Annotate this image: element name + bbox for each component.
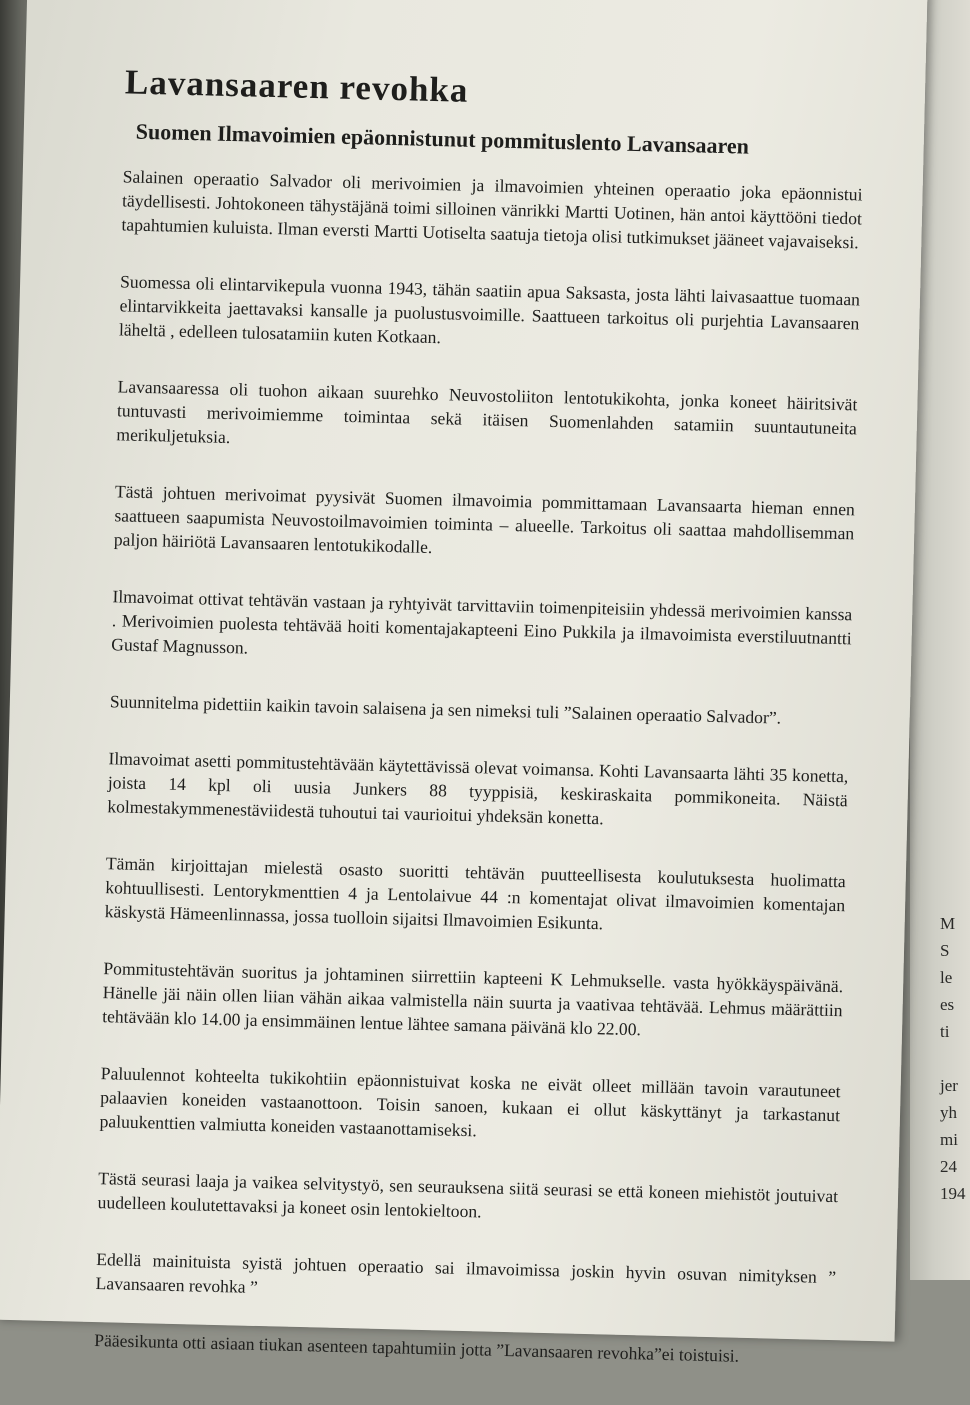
paragraph: Paluulennot kohteelta tukikohtiin epäonnistuivat koska ne eivät olleet millään tavoin varautuneet palaavien koneiden vastaanottoon. Toisin sanoen, kukaan ei ollut käskyttänyt ja tarkastanut paluukenttien valmiutta koneiden vastaanottamiseksi. [99,1063,841,1141]
article [93,62,865,1403]
facing-page-fragment: M [940,914,956,933]
paragraph: Suunnitelma pidettiin kaikin tavoin salaisena ja sen nimeksi tuli ”Salainen operaatio Salvador”. [109,691,782,728]
paragraph: Ilmavoimat asetti pommitustehtävään käytettävissä olevat voimansa. Kohti Lavansaarta lähti 35 konetta, joista 14 kpl oli uusia Junkers 88 tyyppisiä, keskiraskaita pommikoneita. Näistä kolmestakymmenestäviidestä tuhoutui tai vaurioitui yhdeksän konetta. [107,748,849,829]
facing-page-text [940,910,966,1207]
facing-page-fragment: es [940,995,955,1014]
paragraph: Pääesikunta otti asiaan tiukan asenteen tapahtumiin jotta ”Lavansaaren revohka”ei toistuisi. [94,1330,740,1366]
facing-page-fragment: S [940,941,950,960]
facing-page-fragment: yh [940,1103,957,1122]
article-subtitle: Suomen Ilmavoimien epäonnistunut pommituslento Lavansaaren [135,118,750,159]
facing-page-fragment [940,1045,960,1072]
paragraph: Ilmavoimat ottivat tehtävän vastaan ja ryhtyivät tarvittaviin toimenpiteisiin yhdessä merivoimien kanssa . Merivoimien puolesta tehtävää hoiti komentajakapteeni Eino Pukkila ja ilmavoimista everstiluutnantti Gustaf Magnusson. [111,586,853,658]
facing-page-fragment: 24 [940,1157,957,1176]
facing-page-fragment: ti [940,1022,950,1041]
paragraph: Suomessa oli elintarvikepula vuonna 1943, tähän saatiin apua Saksasta, josta lähti laivasaattue tuomaan elintarvikkeita jaettavaksi kansalle ja puolustusvoimille. Saattueen tarkoitus oli purjehtia Lavansaaren läheltä , edelleen tulosatamiin kuten Kotkaan. [118,271,861,348]
facing-page-fragment: 194 [940,1184,966,1203]
paragraph: Tämän kirjoittajan mielestä osasto suoritti tehtävän puutteellisesta koulutuksesta huolimatta kohtuullisesti. Lentorykmenttien 4 ja Lentolaivue 44 :n komentajat olivat ilmavoimien komentajan käskystä Hämeenlinnassa, jossa tuolloin sijaitsi Ilmavoimien Esikunta. [104,853,846,934]
article-title: Lavansaaren revohka [124,62,469,110]
paragraph: Edellä mainituista syistä johtuen operaatio sai ilmavoimissa joskin hyvin osuvan nimityksen ” Lavansaaren revohka ” [95,1249,837,1298]
facing-page-fragment: jer [940,1076,958,1095]
paragraph: Tästä johtuen merivoimat pyysivät Suomen ilmavoimia pommittamaan Lavansaarta hieman ennen saattueen saapumista Neuvostoilmavoimien toiminta – alueelle. Tarkoitus oli saattaa mahdollisemman paljon häiriötä Lavansaaren lentotukikodalle. [113,481,856,558]
paragraph: Tästä seurasi laaja ja vaikea selvitystyö, sen seurauksena siitä seurasi se että koneen miehistöt joutuivat uudelleen koulutettavaksi ja koneet osin lentokieltoon. [97,1168,839,1222]
paragraph: Salainen operaatio Salvador oli merivoimien ja ilmavoimien yhteinen operaatio joka epäonnistui täydellisesti. Johtokoneen tähystäjänä toimi silloinen vänrikki Martti Uotinen, hän antoi käyttööni tiedot tapahtumien kuluista. Ilman eversti Martti Uotiselta saatuja tietoja olisi tutkimukset jääneet vajavaiseksi. [121,166,863,253]
paragraph: Lavansaaressa oli tuohon aikaan suurehko Neuvostoliiton lentotukikohta, jonka koneet häiritsivät tuntuvasti merivoimiemme toimintaa sekä itäisen Suomenlahden satamiin suuntautuneita merikuljetuksia. [116,376,858,448]
paragraph: Pommitustehtävän suoritus ja johtaminen siirrettiin kapteeni K Lehmukselle. vasta hyökkäyspäivänä. Hänelle jäi näin ollen liian vähän aikaa valmistella näin suurta ja vaativaa tehtävää. Lehmus määrättiin tehtävään klo 14.00 ja ensimmäinen lentue lähtee samana päivänä klo 22.00. [101,958,844,1040]
facing-page-fragment: mi [940,1130,958,1149]
facing-page-fragment: le [940,968,953,987]
